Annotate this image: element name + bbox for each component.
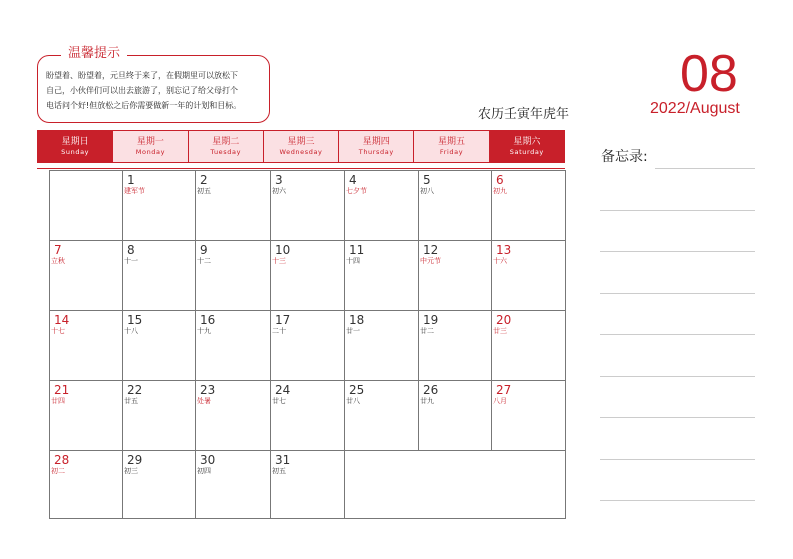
day-cell: [270, 240, 345, 311]
day-cell: [122, 310, 196, 381]
memo-line: [600, 459, 755, 460]
day-cell: [270, 380, 345, 451]
weekday-cn: 星期一: [136, 136, 164, 147]
lunar-date: 十九: [197, 327, 211, 335]
day-cell: [195, 170, 271, 241]
lunar-date: 立秋: [51, 257, 65, 265]
weekday-cn: 星期日: [61, 136, 89, 147]
day-number: 14: [54, 313, 70, 327]
day-number: 10: [275, 243, 291, 257]
day-cell: [344, 240, 419, 311]
empty-cell: [49, 170, 123, 241]
lunar-date: 二十: [272, 327, 286, 335]
day-number: 13: [496, 243, 512, 257]
weekday-monday: [113, 131, 188, 162]
day-cell: [418, 240, 492, 311]
weekday-cn: 星期五: [438, 136, 466, 147]
weekday-en: Sunday: [61, 147, 90, 156]
day-number: 5: [423, 173, 431, 187]
tip-title: 温馨提示: [61, 45, 127, 63]
day-cell: [122, 240, 196, 311]
day-cell: [418, 170, 492, 241]
lunar-date: 十一: [124, 257, 138, 265]
lunar-date: 初四: [197, 467, 211, 475]
day-number: 28: [54, 453, 70, 467]
weekday-header: [37, 130, 565, 163]
lunar-date: 十八: [124, 327, 138, 335]
day-number: 20: [496, 313, 512, 327]
memo-line: [600, 376, 755, 377]
year-month: 2022/August: [650, 100, 740, 117]
day-number: 6: [496, 173, 504, 187]
day-number: 11: [349, 243, 365, 257]
day-number: 30: [200, 453, 216, 467]
lunar-date: 廿一: [346, 327, 360, 335]
day-number: 12: [423, 243, 439, 257]
day-cell: [49, 380, 123, 451]
day-cell: [122, 450, 196, 519]
weekday-cn: 星期六: [513, 136, 541, 147]
day-number: 31: [275, 453, 291, 467]
lunar-date: 廿八: [346, 397, 360, 405]
tip-line: 电话问个好!但放松之后你需要做新一年的计划和目标。: [46, 101, 242, 110]
day-cell: [195, 310, 271, 381]
day-number: 25: [349, 383, 365, 397]
day-cell: [122, 380, 196, 451]
day-number: 17: [275, 313, 291, 327]
day-cell: [491, 380, 566, 451]
memo-line: [600, 417, 755, 418]
day-number: 16: [200, 313, 216, 327]
tip-line: 盼望着、盼望着，元旦终于来了，在假期里可以放松下: [46, 71, 238, 80]
lunar-date: 初八: [420, 187, 434, 195]
lunar-date: 廿九: [420, 397, 434, 405]
day-cell: [195, 450, 271, 519]
lunar-date: 十四: [346, 257, 360, 265]
memo-line: [600, 293, 755, 294]
day-cell: [49, 240, 123, 311]
tip-body: [46, 68, 268, 113]
lunar-date: 中元节: [420, 257, 441, 265]
weekday-en: Saturday: [509, 147, 544, 156]
day-cell: [418, 310, 492, 381]
day-number: 19: [423, 313, 439, 327]
weekday-cn: 星期二: [212, 136, 240, 147]
day-cell: [270, 310, 345, 381]
lunar-date: 初二: [51, 467, 65, 475]
day-number: 9: [200, 243, 208, 257]
lunar-year: 农历壬寅年虎年: [478, 107, 570, 122]
memo-line: [600, 251, 755, 252]
lunar-date: 初五: [272, 467, 286, 475]
day-number: 27: [496, 383, 512, 397]
weekday-en: Wednesday: [279, 147, 323, 156]
lunar-date: 十三: [272, 257, 286, 265]
weekday-cn: 星期三: [287, 136, 315, 147]
memo-line: [600, 210, 755, 211]
day-number: 4: [349, 173, 357, 187]
weekday-thursday: [339, 131, 414, 162]
weekday-cn: 星期四: [362, 136, 390, 147]
day-number: 2: [200, 173, 208, 187]
day-cell: [491, 310, 566, 381]
lunar-date: 十六: [493, 257, 507, 265]
memo-label: 备忘录:: [601, 149, 648, 165]
day-number: 15: [127, 313, 143, 327]
lunar-date: 廿五: [124, 397, 138, 405]
tip-line: 自己，小伙伴们可以出去旅游了，别忘记了给父母打个: [46, 86, 238, 95]
day-number: 21: [54, 383, 70, 397]
day-number: 29: [127, 453, 143, 467]
weekday-en: Thursday: [358, 147, 394, 156]
weekday-sunday: [38, 131, 113, 162]
header-divider: [37, 168, 565, 169]
lunar-date: 初三: [124, 467, 138, 475]
weekday-saturday: [490, 131, 564, 162]
lunar-date: 十二: [197, 257, 211, 265]
weekday-friday: [414, 131, 489, 162]
lunar-date: 初六: [272, 187, 286, 195]
weekday-en: Friday: [439, 147, 464, 156]
weekday-en: Tuesday: [210, 147, 242, 156]
day-number: 18: [349, 313, 365, 327]
weekday-en: Monday: [135, 147, 166, 156]
day-cell: [344, 380, 419, 451]
memo-line: [600, 500, 755, 501]
day-cell: [195, 380, 271, 451]
day-number: 24: [275, 383, 291, 397]
lunar-date: 十七: [51, 327, 65, 335]
empty-cell: [344, 450, 566, 519]
memo-line: [655, 168, 755, 169]
day-number: 8: [127, 243, 135, 257]
lunar-date: 廿二: [420, 327, 434, 335]
day-number: 23: [200, 383, 216, 397]
lunar-date: 廿七: [272, 397, 286, 405]
weekday-tuesday: [189, 131, 264, 162]
day-cell: [195, 240, 271, 311]
day-cell: [49, 450, 123, 519]
month-number: 08: [680, 45, 738, 103]
day-cell: [270, 450, 345, 519]
lunar-date: 七夕节: [346, 187, 367, 195]
day-number: 7: [54, 243, 62, 257]
day-number: 1: [127, 173, 135, 187]
weekday-wednesday: [264, 131, 339, 162]
lunar-date: 廿四: [51, 397, 65, 405]
day-number: 26: [423, 383, 439, 397]
lunar-date: 处暑: [197, 397, 211, 405]
day-cell: [418, 380, 492, 451]
lunar-date: 初五: [197, 187, 211, 195]
lunar-date: 廿三: [493, 327, 507, 335]
day-number: 22: [127, 383, 143, 397]
lunar-date: 建军节: [124, 187, 145, 195]
day-number: 3: [275, 173, 283, 187]
day-cell: [270, 170, 345, 241]
day-cell: [49, 310, 123, 381]
memo-line: [600, 334, 755, 335]
lunar-date: 八月: [493, 397, 507, 405]
day-cell: [122, 170, 196, 241]
day-cell: [344, 310, 419, 381]
day-cell: [491, 170, 566, 241]
day-cell: [491, 240, 566, 311]
day-cell: [344, 170, 419, 241]
lunar-date: 初九: [493, 187, 507, 195]
